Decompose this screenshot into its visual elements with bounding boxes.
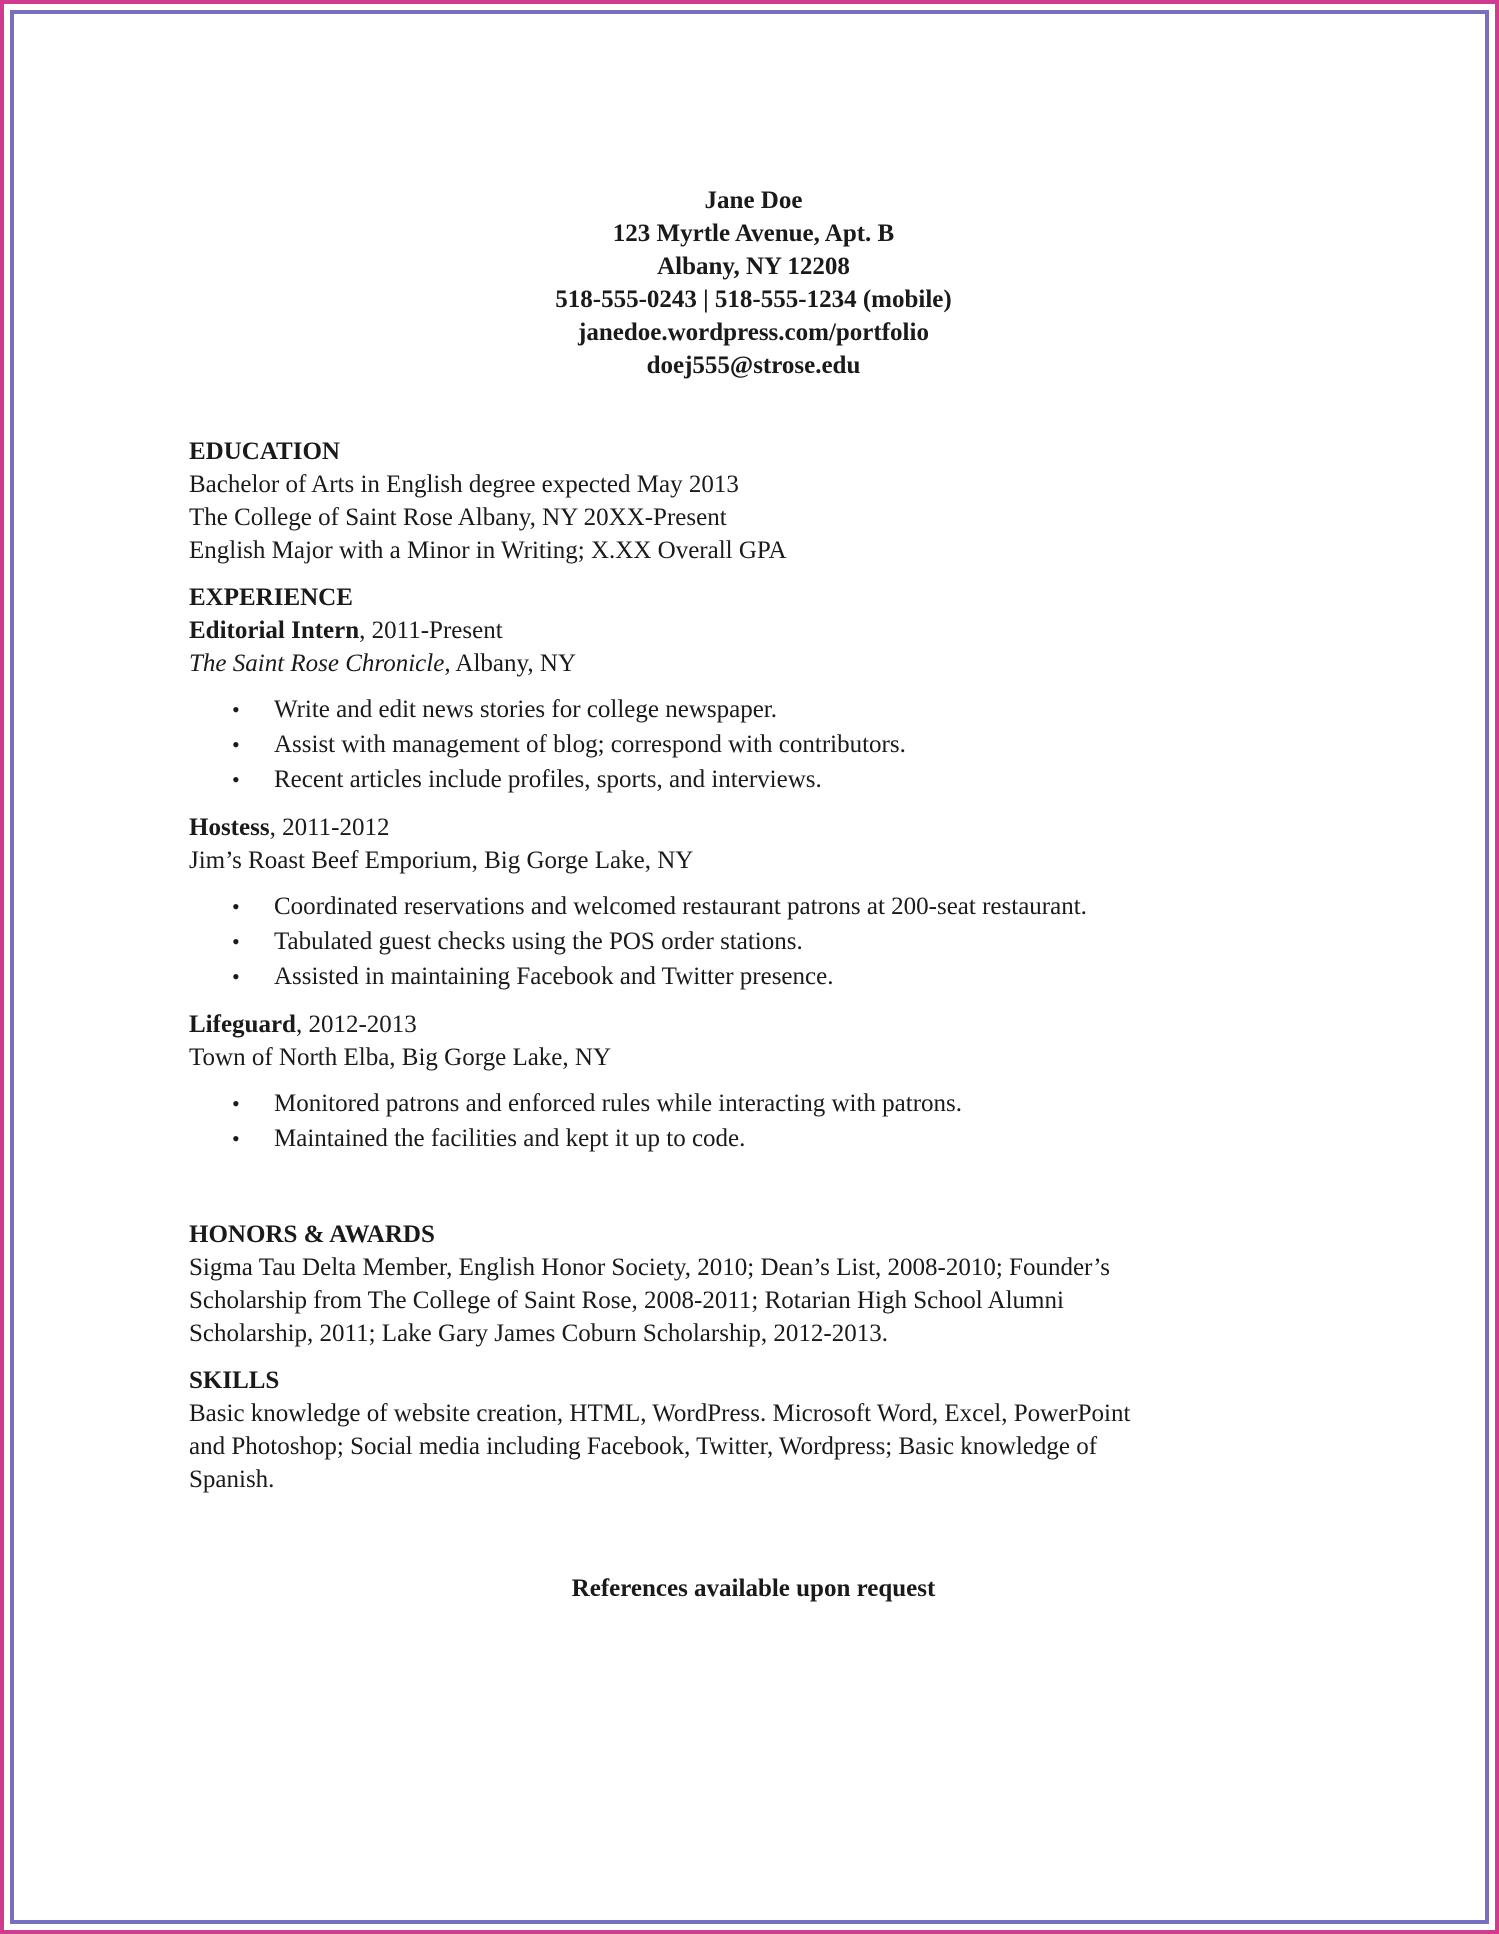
job-employer-publication: The Saint Rose Chronicle	[189, 650, 445, 677]
skills-line: Spanish.	[189, 1466, 275, 1493]
job-bullet-list	[189, 692, 1339, 797]
skills-heading: SKILLS	[189, 1367, 280, 1394]
bullet-icon: •	[232, 1091, 240, 1116]
job-entry	[189, 614, 1339, 797]
education-section	[189, 435, 1339, 567]
bullet-icon: •	[232, 894, 240, 919]
references-note: References available upon request	[571, 1575, 936, 1602]
job-role: Lifeguard	[189, 1011, 296, 1038]
skills-line: and Photoshop; Social media including Facebook, Twitter, Wordpress; Basic knowledge of	[189, 1433, 1098, 1460]
job-role: Editorial Intern	[189, 617, 360, 644]
job-role: Hostess	[189, 814, 270, 841]
bullet-icon: •	[232, 767, 240, 792]
job-bullet: • Tabulated guest checks using the POS order stations.	[189, 924, 1339, 959]
job-bullet: • Write and edit news stories for college newspaper.	[189, 692, 1339, 727]
job-bullet: • Recent articles include profiles, sports, and interviews.	[189, 762, 1339, 797]
job-bullet-list	[189, 1086, 1339, 1156]
job-employer: Jim’s Roast Beef Emporium, Big Gorge Lake, NY	[189, 847, 694, 874]
job-entry	[189, 1008, 1339, 1156]
address-line-2: Albany, NY 12208	[657, 253, 850, 280]
job-bullet-list	[189, 889, 1339, 994]
bullet-icon: •	[232, 964, 240, 989]
job-dates: , 2011-2012	[269, 814, 390, 841]
honors-heading: HONORS & AWARDS	[189, 1221, 435, 1248]
applicant-name: Jane Doe	[704, 187, 803, 214]
contact-header	[189, 184, 1318, 382]
bullet-icon: •	[232, 732, 240, 757]
resume-content	[189, 184, 1339, 1605]
phone-numbers: 518-555-0243 | 518-555-1234 (mobile)	[555, 286, 952, 313]
job-employer-line	[189, 647, 1339, 680]
job-dates: , 2011-Present	[359, 617, 503, 644]
job-title-line	[189, 811, 1339, 844]
experience-heading: EXPERIENCE	[189, 584, 353, 611]
job-dates: , 2012-2013	[295, 1011, 417, 1038]
job-bullet: • Monitored patrons and enforced rules while interacting with patrons.	[189, 1086, 1339, 1121]
job-entry	[189, 811, 1339, 994]
bullet-icon: •	[232, 697, 240, 722]
honors-line: Sigma Tau Delta Member, English Honor Society, 2010; Dean’s List, 2008-2010; Founder’s	[189, 1254, 1110, 1281]
job-bullet: • Assisted in maintaining Facebook and Twitter presence.	[189, 959, 1339, 994]
job-title-line	[189, 1008, 1339, 1041]
job-bullet: • Assist with management of blog; correspond with contributors.	[189, 727, 1339, 762]
experience-section	[189, 581, 1339, 1156]
education-school: The College of Saint Rose Albany, NY 20XX-Present	[189, 504, 727, 531]
education-degree: Bachelor of Arts in English degree expected May 2013	[189, 471, 739, 498]
address-line-1: 123 Myrtle Avenue, Apt. B	[612, 220, 895, 247]
job-bullet: • Maintained the facilities and kept it up to code.	[189, 1121, 1339, 1156]
bullet-icon: •	[232, 1126, 240, 1151]
skills-line: Basic knowledge of website creation, HTML, WordPress. Microsoft Word, Excel, PowerPoint	[189, 1400, 1131, 1427]
education-major: English Major with a Minor in Writing; X.XX Overall GPA	[189, 537, 787, 564]
email-address: doej555@strose.edu	[646, 352, 861, 379]
honors-section	[189, 1218, 1339, 1350]
honors-line: Scholarship, 2011; Lake Gary James Coburn Scholarship, 2012-2013.	[189, 1320, 888, 1347]
job-employer: Town of North Elba, Big Gorge Lake, NY	[189, 1044, 612, 1071]
bullet-icon: •	[232, 929, 240, 954]
job-employer-location: , Albany, NY	[444, 650, 577, 677]
education-heading: EDUCATION	[189, 438, 340, 465]
skills-section	[189, 1364, 1339, 1496]
honors-line: Scholarship from The College of Saint Rose, 2008-2011; Rotarian High School Alumni	[189, 1287, 1064, 1314]
job-title-line	[189, 614, 1339, 647]
job-bullet: • Coordinated reservations and welcomed restaurant patrons at 200-seat restaurant.	[189, 889, 1339, 924]
portfolio-website: janedoe.wordpress.com/portfolio	[578, 319, 929, 346]
